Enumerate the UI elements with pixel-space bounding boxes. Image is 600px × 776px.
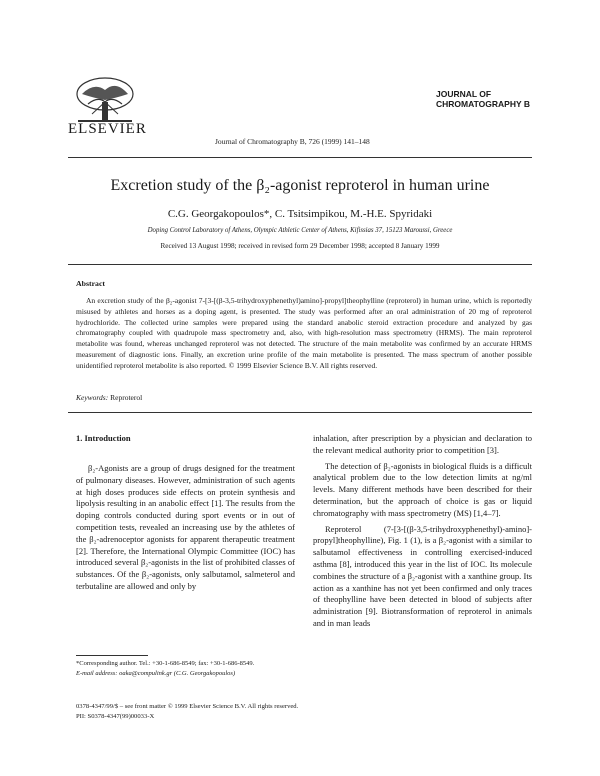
journal-citation: Journal of Chromatography B, 726 (1999) 141–148 <box>215 137 370 146</box>
left-column <box>76 463 295 593</box>
corresponding-author-note: *Corresponding author. Tel.: +30-1-686-8549; fax: +30-1-686-8549. <box>76 660 255 667</box>
abstract-text: An excretion study of the β₂-agonist 7-[3-[(β-3,5-trihydroxyphenethyl)amino]-propyl]theophylline (reproterol) in human urine, which is reportedly misused by athletes and horses as a doping agent, is presented. The study was performed after an oral administration of 20 mg of reproterol hydrochloride. The collected urine samples were prepared using the standard anabolic steroid extraction procedure and analyzed by gas chromatography coupled with quadrupole mass spectrometry and, also, with high-resolution mass spectrometry (HRMS). The main reproterol metabolite was found, whereas unchanged reproterol was not detected. The structure of the main metabolite was confirmed by an accurate HRMS measurement of diagnostic ions. Finally, an excretion urine profile of the main metabolite is presented. The mass spectrum of another possible unidentified reproterol metabolite is also reported. © 1999 Elsevier Science B.V. All rights reserved. <box>76 296 532 370</box>
pii-line: PII: S0378-4347(99)00033-X <box>76 712 155 720</box>
footnote <box>76 659 295 678</box>
keywords-value: Reproterol <box>110 393 143 402</box>
journal-title-line1: JOURNAL OF <box>436 89 492 99</box>
intro-paragraph-2: The detection of β₂-agonists in biological fluids is a difficult analytical problem due to the low detection limits at ng/ml levels. Many different methods have been described for their determination, but the approach of choice is gas or liquid chromatography with mass spectrometry (MS) [1,4–7]. <box>313 460 532 518</box>
header-rule <box>68 157 532 158</box>
abstract-bottom-rule <box>68 412 532 413</box>
copyright-block <box>76 702 298 721</box>
article-title: Excretion study of the β₂-agonist reproterol in human urine <box>110 177 490 194</box>
section-heading-introduction: 1. Introduction <box>76 433 131 443</box>
abstract-heading: Abstract <box>76 279 106 288</box>
received-dates: Received 13 August 1998; received in revised form 29 December 1998; accepted 8 January 1999 <box>160 242 440 250</box>
intro-paragraph-continued: inhalation, after prescription by a physician and declaration to the relevant medical authority prior to competition [3]. <box>313 433 532 455</box>
publisher-name: ELSEVIER <box>68 121 147 137</box>
elsevier-tree-logo <box>74 76 136 124</box>
journal-title-line2: CHROMATOGRAPHY B <box>436 99 530 109</box>
journal-title <box>436 89 530 109</box>
keywords-line <box>76 393 142 402</box>
author-list: C.G. Georgakopoulos*, C. Tsitsimpikou, M.-H.E. Spyridaki <box>167 208 433 220</box>
keywords-label: Keywords: <box>76 393 109 402</box>
footnote-rule <box>76 655 148 656</box>
front-matter-line: 0378-4347/99/$ – see front matter © 1999 Elsevier Science B.V. All rights reserved. <box>76 703 299 710</box>
abstract-top-rule <box>68 264 532 265</box>
intro-paragraph-3: Reproterol (7-[3-[(β-3,5-trihydroxyphenethyl)-amino]-propyl]theophylline), Fig. 1 (1), is a β₂-agonist with a similar to salbutamol effectiveness in controlling exercised-induced asthma [8], introduced this year in the list of IOC. Its molecule combines the structure of a β₂-agonist with a xanthine group. Its action as a xanthine has not yet been confirmed and only traces of theophylline have been detected in blood of subjects after administration [9]. Biotransformation of reproterol in animals and in man leads <box>313 523 532 628</box>
right-column <box>313 433 532 630</box>
affiliation: Doping Control Laboratory of Athens, Olympic Athletic Center of Athens, Kifissias 37, 15123 Maroussi, Greece <box>147 227 453 234</box>
email-note: E-mail address: oaka@compulink.gr (C.G. Georgakopoulos) <box>76 669 236 677</box>
intro-paragraph-1: β₂-Agonists are a group of drugs designed for the treatment of pulmonary diseases. However, administration of such agents at high doses produces side effects on protein synthesis and lipolysis resulting in an anabolic effect [1]. The results from the doping controls conducted during sport events or in out of competition tests, revealed an increasing use by the athletes of the β₂-adrenoceptor agonists for apparent therapeutic treatment [2]. Therefore, the International Olympic Committee (IOC) has introduced several β₂-agonists in the list of prohibited classes of substances. Of the β₂-agonists, only salbutamol, salmeterol and terbutaline are allowed and only by <box>76 463 295 591</box>
